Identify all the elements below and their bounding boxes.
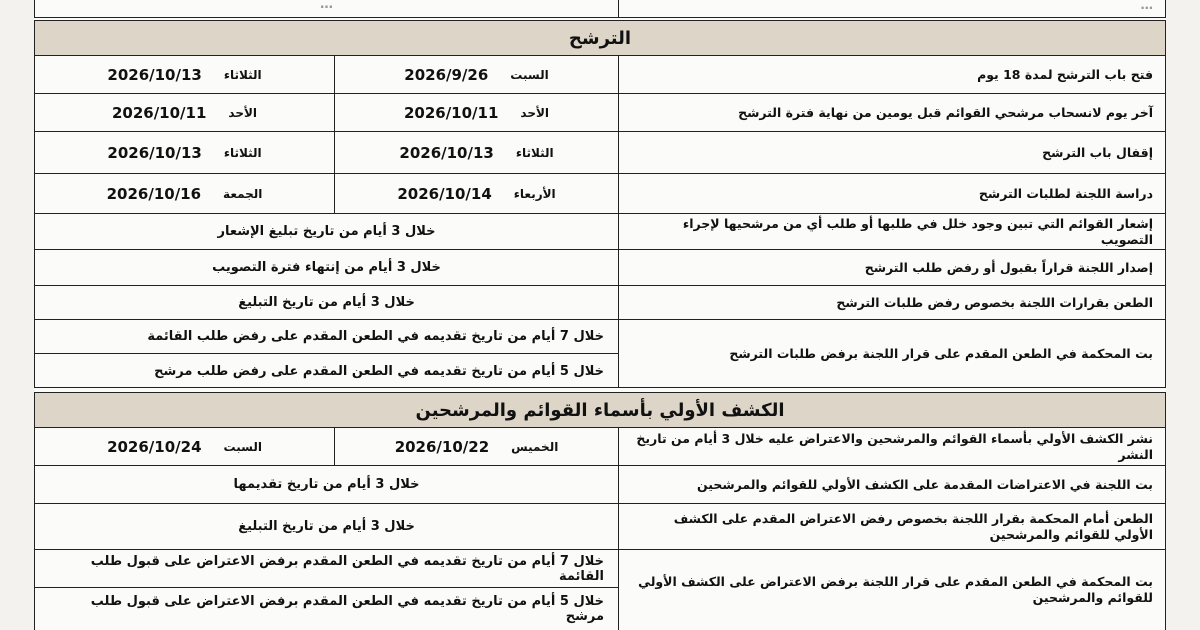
- court-item: خلال 5 أيام من تاريخ تقديمه في الطعن المقدم على رفض طلب مرشح: [34, 354, 618, 388]
- table-row: [34, 56, 1166, 94]
- row-value: خلال 3 أيام من تاريخ تبليغ الإشعار: [34, 214, 618, 249]
- section-header-preliminary: الكشف الأولي بأسماء القوائم والمرشحين: [34, 392, 1166, 428]
- row-label: بت اللجنة في الاعتراضات المقدمة على الكشف الأولي للقوائم والمرشحين: [618, 466, 1166, 503]
- truncated-label: …: [618, 0, 1166, 17]
- row-value: خلال 3 أيام من إنتهاء فترة التصويب: [34, 250, 618, 285]
- from-cell: [334, 174, 618, 213]
- from-cell: [334, 132, 618, 173]
- table-row: [34, 286, 1166, 320]
- to-date: 2026/10/13: [107, 143, 202, 162]
- from-date: 2026/10/13: [399, 143, 494, 162]
- to-day: الأحد: [228, 105, 258, 120]
- to-date: 2026/10/24: [107, 437, 202, 456]
- from-date: 2026/9/26: [404, 65, 489, 84]
- document-page: [34, 0, 1166, 630]
- truncated-top-row: [34, 0, 1166, 18]
- from-day: الثلاثاء: [515, 145, 554, 160]
- to-day: الثلاثاء: [223, 145, 262, 160]
- row-label: فتح باب الترشح لمدة 18 يوم: [618, 56, 1166, 93]
- to-cell: [34, 174, 334, 213]
- to-date: 2026/10/13: [107, 65, 202, 84]
- to-date: 2026/10/16: [106, 184, 202, 203]
- to-day: السبت: [223, 439, 262, 454]
- table-row: [34, 174, 1166, 214]
- row-label: الطعن أمام المحكمة بقرار اللجنة بخصوص رفض الاعتراض المقدم على الكشف الأولي للقوائم والمرشحين: [618, 504, 1166, 549]
- section-header-candidacy: الترشح: [34, 20, 1166, 56]
- to-cell: [34, 56, 334, 93]
- row-label: الطعن بقرارات اللجنة بخصوص رفض طلبات الترشح: [618, 286, 1166, 319]
- from-day: السبت: [510, 67, 549, 82]
- from-date: 2026/10/22: [394, 437, 490, 456]
- row-label: إصدار اللجنة قراراً بقبول أو رفض طلب الترشح: [618, 250, 1166, 285]
- from-cell: [334, 56, 618, 93]
- row-label: آخر يوم لانسحاب مرشحي القوائم قبل يومين من نهاية فترة الترشح: [618, 94, 1166, 131]
- court-item: خلال 7 أيام من تاريخ تقديمه في الطعن المقدم على رفض طلب القائمة: [34, 320, 618, 354]
- table-row: [34, 250, 1166, 286]
- from-date: 2026/10/14: [397, 184, 492, 203]
- to-day: الثلاثاء: [223, 67, 262, 82]
- from-day: الأحد: [520, 105, 550, 120]
- row-label: إشعار القوائم التي تبين وجود خلل في طلبها أو طلب أي من مرشحيها لإجراء التصويب: [618, 214, 1166, 249]
- row-label: بت المحكمة في الطعن المقدم على قرار اللجنة برفض طلبات الترشح: [618, 320, 1166, 387]
- table-row-court: [34, 320, 1166, 388]
- from-cell: [334, 428, 618, 465]
- from-date: 2026/10/11: [403, 103, 499, 122]
- from-cell: [334, 94, 618, 131]
- table-row: [34, 428, 1166, 466]
- row-label: دراسة اللجنة لطلبات الترشح: [618, 174, 1166, 213]
- table-row-court: [34, 550, 1166, 630]
- to-day: الجمعة: [223, 186, 263, 201]
- row-value: خلال 3 أيام من تاريخ التبليغ: [34, 286, 618, 319]
- row-label: بت المحكمة في الطعن المقدم على قرار اللجنة برفض الاعتراض على الكشف الأولي للقوائم والمرشحين: [618, 550, 1166, 630]
- row-label: نشر الكشف الأولي بأسماء القوائم والمرشحين والاعتراض عليه خلال 3 أيام من تاريخ النشر: [618, 428, 1166, 465]
- truncated-value: …: [34, 0, 618, 17]
- to-cell: [34, 94, 334, 131]
- from-day: الخميس: [511, 439, 559, 454]
- table-row: [34, 94, 1166, 132]
- row-value: خلال 3 أيام من تاريخ التبليغ: [34, 504, 618, 549]
- to-cell: [34, 132, 334, 173]
- to-cell: [34, 428, 334, 465]
- to-date: 2026/10/11: [111, 103, 207, 122]
- table-row: [34, 132, 1166, 174]
- row-value: خلال 3 أيام من تاريخ تقديمها: [34, 466, 618, 503]
- court-item: خلال 5 أيام من تاريخ تقديمه في الطعن المقدم برفض الاعتراض على قبول طلب مرشح: [34, 588, 618, 630]
- table-row: [34, 504, 1166, 550]
- court-item: خلال 7 أيام من تاريخ تقديمه في الطعن المقدم برفض الاعتراض على قبول طلب القائمة: [34, 550, 618, 588]
- table-row: [34, 466, 1166, 504]
- from-day: الأربعاء: [513, 186, 556, 201]
- table-row: [34, 214, 1166, 250]
- row-label: إقفال باب الترشح: [618, 132, 1166, 173]
